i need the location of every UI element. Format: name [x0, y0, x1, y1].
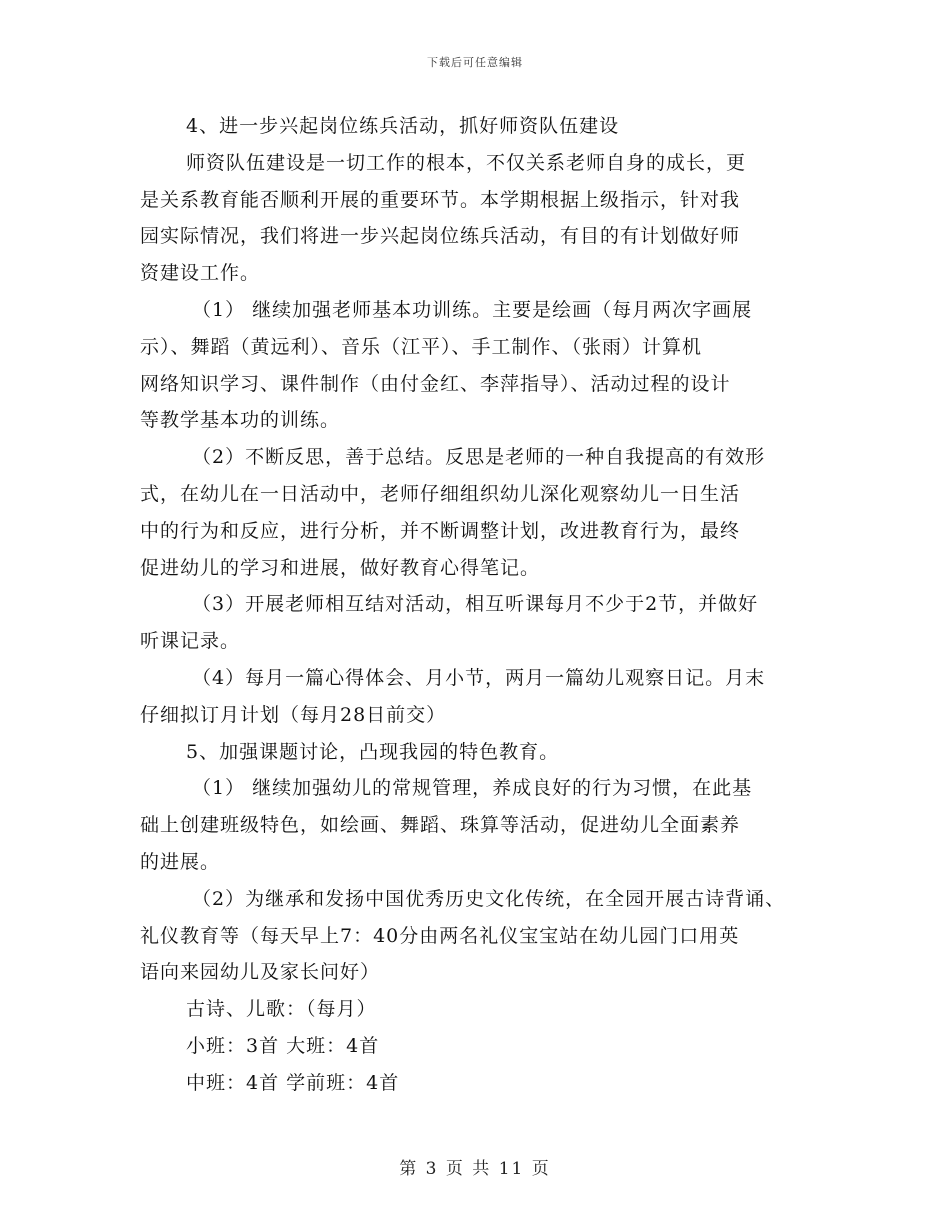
paragraph-line: 网络知识学习、课件制作（由付金红、李萍指导）、活动过程的设计 — [140, 372, 731, 395]
item-4-line: （4）每月一篇心得体会、月小节，两月一篇幼儿观察日记。月末 — [192, 666, 766, 689]
paragraph-line: 等教学基本功的训练。 — [140, 409, 341, 432]
paragraph-line: 础上创建班级特色，如绘画、舞蹈、珠算等活动，促进幼儿全面素养 — [140, 814, 741, 837]
item-2-line: （2）不断反思，善于总结。反思是老师的一种自我提高的有效形 — [192, 446, 766, 469]
item-2-line: （2）为继承和发扬中国优秀历史文化传统，在全园开展古诗背诵、 — [192, 887, 786, 910]
item-1-line: （1） 继续加强幼儿的常规管理，养成良好的行为习惯，在此基 — [192, 777, 753, 800]
poem-count-line: 小班：3首 大班：4首 — [186, 1034, 380, 1057]
section-heading-4: 4、进一步兴起岗位练兵活动，抓好师资队伍建设 — [186, 115, 620, 137]
paragraph-line: 资建设工作。 — [140, 262, 261, 285]
paragraph-line: 是关系教育能否顺利开展的重要环节。本学期根据上级指示，针对我 — [140, 188, 741, 211]
paragraph-line: 仔细拟订月计划（每月28日前交） — [140, 703, 447, 726]
page-header: 下载后可任意编辑 — [427, 56, 523, 69]
section-heading-5: 5、加强课题讨论，凸现我园的特色教育。 — [186, 740, 560, 763]
paragraph-line: 听课记录。 — [140, 630, 241, 653]
paragraph-line: 式，在幼儿在一日活动中，老师仔细组织幼儿深化观察幼儿一日生活 — [140, 482, 741, 505]
paragraph-line: 中的行为和反应，进行分析，并不断调整计划，改进教育行为，最终 — [140, 519, 741, 542]
paragraph-line: 园实际情况，我们将进一步兴起岗位练兵活动，有目的有计划做好师 — [140, 225, 741, 248]
poem-count-line: 中班：4首 学前班：4首 — [186, 1071, 400, 1094]
paragraph-line: 师资队伍建设是一切工作的根本，不仅关系老师自身的成长，更 — [186, 151, 747, 174]
paragraph-line: 示）、舞蹈（黄远利）、音乐（江平）、手工制作、（张雨）计算机 — [140, 335, 703, 358]
document-body — [140, 108, 810, 1102]
page-number-footer: 第 3 页 共 11 页 — [399, 1159, 551, 1179]
item-1-line: （1） 继续加强老师基本功训练。主要是绘画（每月两次字画展 — [192, 298, 753, 321]
paragraph-line: 语向来园幼儿及家长问好） — [140, 961, 381, 984]
paragraph-line: 礼仪教育等（每天早上7：40分由两名礼仪宝宝站在幼儿园门口用英 — [140, 924, 740, 947]
paragraph-line: 促进幼儿的学习和进展，做好教育心得笔记。 — [140, 556, 541, 579]
item-3-line: （3）开展老师相互结对活动，相互听课每月不少于2节，并做好 — [192, 593, 759, 616]
poem-count-heading: 古诗、儿歌：（每月） — [186, 998, 377, 1021]
paragraph-line: 的进展。 — [140, 850, 221, 873]
